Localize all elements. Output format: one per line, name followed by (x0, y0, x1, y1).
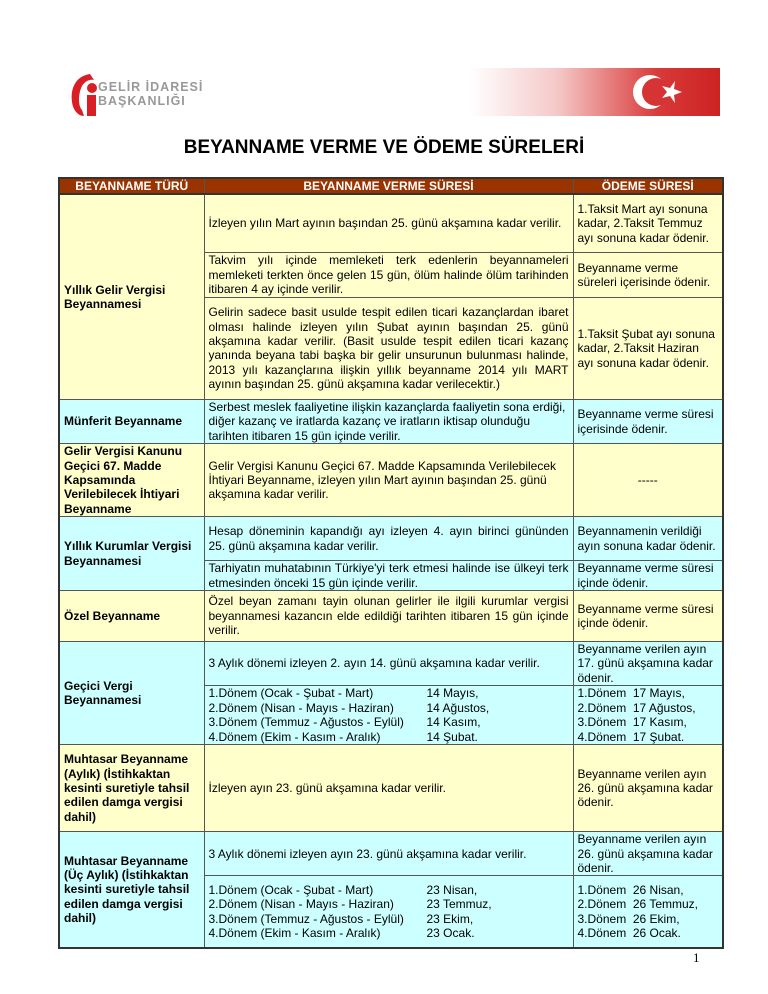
gib-logo (68, 72, 228, 118)
payment-period: ----- (573, 444, 723, 517)
payment-period-item: 1.Dönem 17 Mayıs, (577, 686, 685, 701)
flag-banner (470, 68, 720, 116)
payment-period-item: 4.Dönem 26 Ocak. (577, 926, 681, 941)
filing-periods-list (204, 876, 573, 948)
payment-period-item: 3.Dönem 17 Kasım, (577, 715, 687, 730)
period-label: 3.Dönem (Temmuz - Ağustos - Eylül) (208, 911, 404, 926)
period-label: 4.Dönem (Ekim - Kasım - Aralık) (208, 729, 381, 744)
period-date: 14 Şubat. (426, 729, 478, 744)
crescent-star-icon (470, 68, 720, 116)
filing-period: Tarhiyatın muhatabının Türkiye'yi terk etmesi halinde ise ülkeyi terk etmesinden önceki 15 gün içinde verilir. (204, 561, 573, 591)
payment-period-item: 3.Dönem 26 Ekim, (577, 911, 680, 926)
table-row (59, 590, 723, 641)
logo-text: GELİR İDARESİ BAŞKANLIĞI (98, 80, 204, 108)
declaration-type: Yıllık Gelir Vergisi Beyannamesi (59, 194, 204, 399)
payment-period-item: 1.Dönem 26 Nisan, (577, 882, 684, 897)
declaration-type: Gelir Vergisi Kanunu Geçici 67. Madde Kapsamında Verilebilecek İhtiyari Beyanname (59, 444, 204, 517)
column-header: ÖDEME SÜRESİ (573, 178, 723, 194)
period-label: 3.Dönem (Temmuz - Ağustos - Eylül) (208, 715, 404, 730)
table-row (59, 832, 723, 876)
table-row (59, 517, 723, 561)
payment-period-item: 2.Dönem 17 Ağustos, (577, 700, 696, 715)
table-row (59, 444, 723, 517)
filing-period: Özel beyan zamanı tayin olunan gelirler ile ilgili kurumlar vergisi beyannamesi kazancın elde edildiği tarihten itibaren 15 gün içinde verilir. (204, 590, 573, 641)
period-date: 14 Ağustos, (426, 700, 490, 715)
column-header: BEYANNAME TÜRÜ (59, 178, 204, 194)
filing-period: Serbest meslek faaliyetine ilişkin kazançlarda faaliyetin sona erdiği, diğer kazanç ve iratlarda kazanç ve iratların iktisap olunduğu tarihten itibaren 15 gün içinde verilir. (204, 399, 573, 443)
declaration-type: Muhtasar Beyanname (Aylık) (İstihkaktan kesinti suretiyle tahsil edilen damga vergisi dahil) (59, 745, 204, 832)
payment-periods-list (573, 686, 723, 745)
table-row (59, 399, 723, 443)
declaration-type: Özel Beyanname (59, 590, 204, 641)
column-header: BEYANNAME VERME SÜRESİ (204, 178, 573, 194)
payment-period: Beyanname verme süresi içinde ödenir. (573, 590, 723, 641)
deadlines-table (58, 177, 724, 949)
declaration-type: Yıllık Kurumlar Vergisi Beyannamesi (59, 517, 204, 591)
period-label: 2.Dönem (Nisan - Mayıs - Haziran) (208, 700, 394, 715)
period-date: 23 Nisan, (426, 882, 478, 897)
payment-period: Beyanname verilen ayın 26. günü akşamına kadar ödenir. (573, 832, 723, 876)
payment-period: 1.Taksit Mart ayı sonuna kadar, 2.Taksit Temmuz ayı sonuna kadar ödenir. (573, 194, 723, 252)
period-label: 1.Dönem (Ocak - Şubat - Mart) (208, 882, 374, 897)
filing-period: Hesap döneminin kapandığı ayı izleyen 4. ayın birinci gününden 25. günü akşamına kadar verilir. (204, 517, 573, 561)
table-header-row (59, 178, 723, 194)
period-label: 2.Dönem (Nisan - Mayıs - Haziran) (208, 897, 394, 912)
filing-period: 3 Aylık dönemi izleyen 2. ayın 14. günü akşamına kadar verilir. (204, 641, 573, 685)
filing-period: Gelir Vergisi Kanunu Geçici 67. Madde Kapsamında Verilebilecek İhtiyari Beyanname, izleyen yılın Mart ayının başından 25. günü akşamına kadar verilir. (204, 444, 573, 517)
payment-period: 1.Taksit Şubat ayı sonuna kadar, 2.Taksit Haziran ayı sonuna kadar ödenir. (573, 297, 723, 399)
period-date: 14 Kasım, (426, 715, 481, 730)
period-date: 14 Mayıs, (426, 686, 479, 701)
filing-period: İzleyen yılın Mart ayının başından 25. günü akşamına kadar verilir. (204, 194, 573, 252)
payment-periods-list (573, 876, 723, 948)
payment-period-item: 4.Dönem 17 Şubat. (577, 729, 685, 744)
payment-period-item: 2.Dönem 26 Temmuz, (577, 897, 698, 912)
payment-period: Beyanname verme süresi içinde ödenir. (573, 561, 723, 591)
period-date: 23 Ekim, (426, 911, 474, 926)
table-row (59, 194, 723, 252)
payment-period: Beyannamenin verildiği ayın sonuna kadar ödenir. (573, 517, 723, 561)
filing-period: Gelirin sadece basit usulde tespit edilen ticari kazançlardan ibaret olması halinde izleyen yılın Şubat ayının başından 25. günü akşamına kadar verilir. (Basit usulde tespit edilen ticari kazanç yanında beyana tabi başka bir gelir unsurunun bulunması halinde, 2013 yılı kazançlarına ilişkin yıllık beyanname 2014 yılı MART ayının başından 25. günü akşamına kadar verilecektir.) (204, 297, 573, 399)
page-title: BEYANNAME VERME VE ÖDEME SÜRELERİ (183, 137, 585, 158)
filing-period: 3 Aylık dönemi izleyen ayın 23. günü akşamına kadar verilir. (204, 832, 573, 876)
table-row (59, 641, 723, 685)
page-number: 1 (693, 950, 700, 965)
declaration-type: Münferit Beyanname (59, 399, 204, 443)
period-label: 4.Dönem (Ekim - Kasım - Aralık) (208, 926, 381, 941)
table-row (59, 745, 723, 832)
payment-period: Beyanname verilen ayın 17. günü akşamına kadar ödenir. (573, 641, 723, 685)
declaration-type: Geçici Vergi Beyannamesi (59, 641, 204, 744)
payment-period: Beyanname verme süreleri içerisinde ödenir. (573, 252, 723, 297)
declaration-type: Muhtasar Beyanname (Üç Aylık) (İstihkaktan kesinti suretiyle tahsil edilen damga vergisi dahil) (59, 832, 204, 948)
logo-mark-icon (68, 72, 102, 118)
filing-period: İzleyen ayın 23. günü akşamına kadar verilir. (204, 745, 573, 832)
payment-period: Beyanname verme süresi içerisinde ödenir. (573, 399, 723, 443)
payment-period: Beyanname verilen ayın 26. günü akşamına kadar ödenir. (573, 745, 723, 832)
filing-periods-list (204, 686, 573, 745)
period-label: 1.Dönem (Ocak - Şubat - Mart) (208, 686, 374, 701)
period-date: 23 Temmuz, (426, 897, 492, 912)
filing-period: Takvim yılı içinde memleketi terk edenlerin beyannameleri memleketi terkten önce gelen 15 gün, ölüm halinde ölüm tarihinden itibaren 4 ay içinde verilir. (204, 252, 573, 297)
period-date: 23 Ocak. (426, 926, 475, 941)
